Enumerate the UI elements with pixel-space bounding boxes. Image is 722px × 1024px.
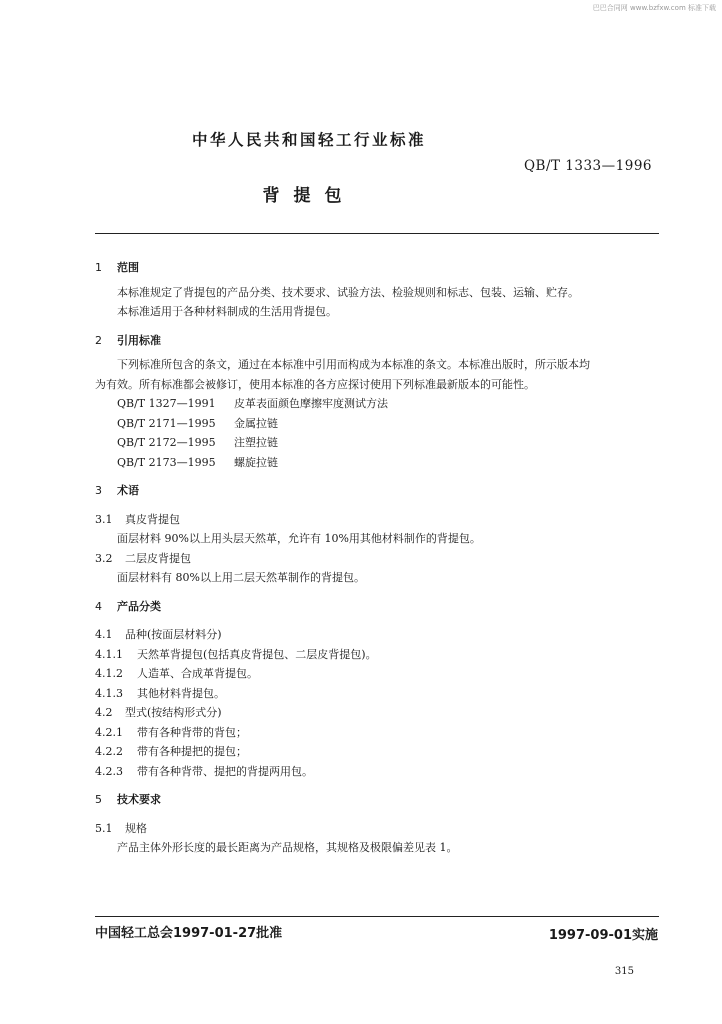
document-body xyxy=(95,258,660,858)
subsection-heading: 4.1 品种(按面层材料分) xyxy=(95,628,222,641)
list-item: 4.2.1 带有各种背带的背包； xyxy=(95,725,247,739)
document-title: 背提包 xyxy=(262,186,356,206)
section-heading: 3 术语 xyxy=(95,484,139,497)
list-item: 4.2.2 带有各种提把的提包； xyxy=(95,745,247,758)
reference-item: QB/T 2173—1995 螺旋拉链 xyxy=(117,455,278,469)
approval-line: 中国轻工总会1997-01-27批准 xyxy=(95,926,283,941)
header-divider xyxy=(95,233,659,234)
list-item: 4.1.1 天然革背提包(包括真皮背提包、二层皮背提包)。 xyxy=(95,647,377,661)
reference-item: QB/T 2172—1995 注塑拉链 xyxy=(117,436,278,449)
paragraph: 本标准适用于各种材料制成的生活用背提包。 xyxy=(117,305,337,318)
paragraph: 本标准规定了背提包的产品分类、技术要求、试验方法、检验规则和标志、包装、运输、贮存。 xyxy=(117,285,579,299)
section-heading: 2 引用标准 xyxy=(95,333,161,347)
list-item: 4.1.2 人造革、合成革背提包。 xyxy=(95,667,258,680)
section-heading: 4 产品分类 xyxy=(95,599,161,613)
issuing-organization: 中华人民共和国轻工行业标准 xyxy=(191,131,426,149)
subsection-heading: 4.2 型式(按结构形式分) xyxy=(95,706,222,719)
footer-divider xyxy=(95,916,659,917)
standard-code: QB/T 1333—1996 xyxy=(523,158,652,174)
section-heading: 5 技术要求 xyxy=(95,793,161,806)
implementation-date: 1997-09-01实施 xyxy=(548,928,658,943)
page-number: 315 xyxy=(614,966,634,977)
watermark-text: 巴巴合同网 www.bzfxw.com 标准下载 xyxy=(592,4,716,12)
paragraph: 面层材料有 80%以上用二层天然革制作的背提包。 xyxy=(117,571,365,584)
section-heading: 1 范围 xyxy=(95,261,139,274)
paragraph: 下列标准所包含的条文，通过在本标准中引用而构成为本标准的条文。本标准出版时，所示版本均 xyxy=(117,358,590,371)
list-item: 4.2.3 带有各种背带、提把的背提两用包。 xyxy=(95,764,313,778)
subsection-heading: 3.2 二层皮背提包 xyxy=(95,551,191,565)
reference-item: QB/T 1327—1991 皮革表面颜色摩擦牢度测试方法 xyxy=(117,397,388,410)
subsection-heading: 3.1 真皮背提包 xyxy=(95,512,180,526)
paragraph: 产品主体外形长度的最长距离为产品规格，其规格及极限偏差见表 1。 xyxy=(117,841,458,854)
subsection-heading: 5.1 规格 xyxy=(95,821,147,835)
paragraph: 为有效。所有标准都会被修订，使用本标准的各方应探讨使用下列标准最新版本的可能性。 xyxy=(95,377,535,391)
paragraph: 面层材料 90%以上用头层天然革，允许有 10%用其他材料制作的背提包。 xyxy=(117,532,481,545)
list-item: 4.1.3 其他材料背提包。 xyxy=(95,686,225,700)
reference-item: QB/T 2171—1995 金属拉链 xyxy=(117,416,278,430)
